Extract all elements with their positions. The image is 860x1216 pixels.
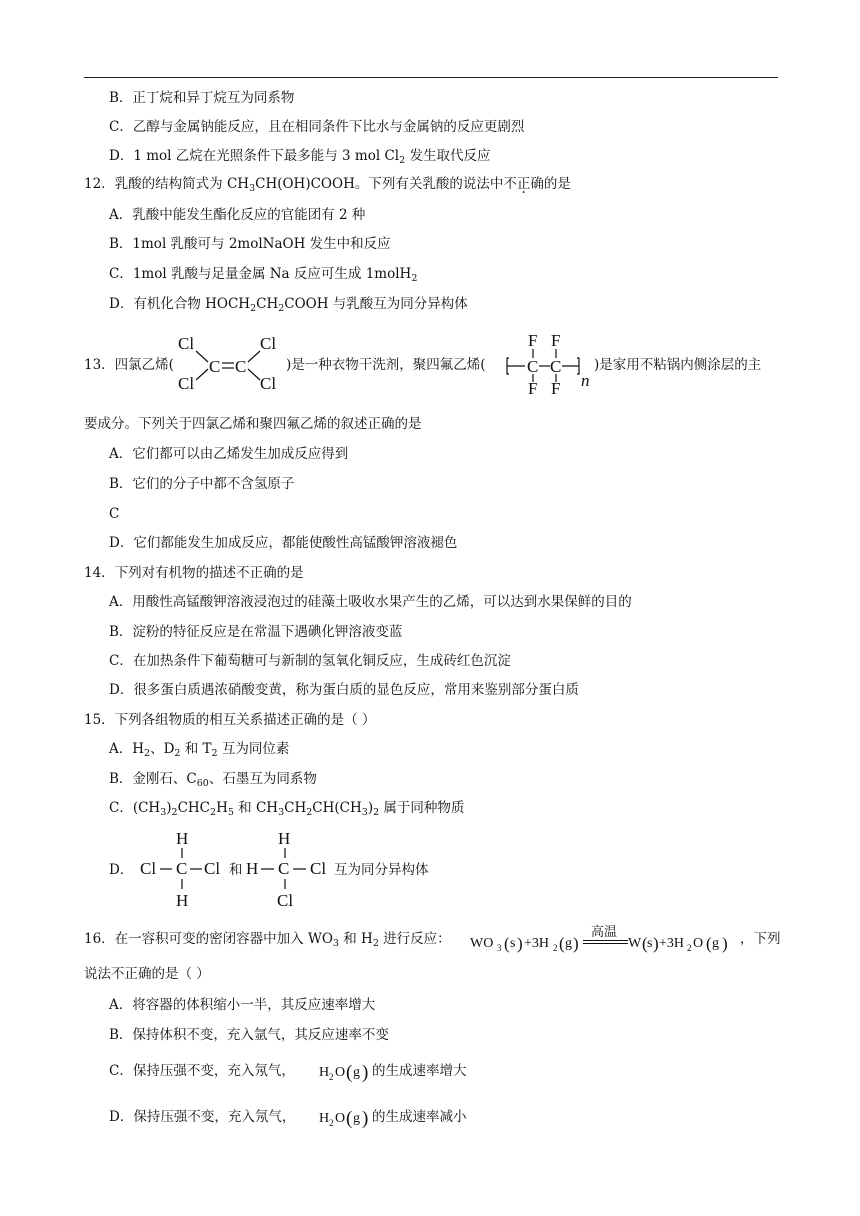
q13-stem-b: )是一种衣物干洗剂，聚四氟乙烯( (286, 357, 486, 373)
reaction-equation (470, 920, 738, 956)
svg-text:2: 2 (329, 1118, 334, 1128)
q14-option-a: A．用酸性高锰酸钾溶液浸泡过的硅藻土吸收水果产生的乙烯，可以达到水果保鲜的目的 (109, 594, 632, 610)
svg-text:): ) (362, 1108, 369, 1129)
q14-option-d: D．很多蛋白质遇浓硝酸变黄，称为蛋白质的显色反应，常用来鉴别部分蛋白质 (109, 682, 579, 698)
svg-text:F: F (528, 331, 538, 350)
svg-text:s: s (510, 936, 516, 951)
svg-text:): ) (573, 934, 579, 953)
svg-text:Cl: Cl (204, 859, 221, 878)
q16-option-c: C．保持压强不变，充入氖气， (109, 1063, 295, 1079)
q13-stem-a: 13．四氯乙烯( (84, 357, 174, 373)
svg-text:Cl: Cl (140, 859, 157, 878)
q11-option-c: C．乙醇与金属钠能反应，且在相同条件下比水与金属钠的反应更剧烈 (109, 119, 525, 135)
q16-option-c-text: 的生成速率增大 (372, 1063, 467, 1079)
svg-text:+3H: +3H (524, 936, 550, 951)
svg-text:F: F (528, 379, 538, 396)
svg-text:2: 2 (329, 1072, 334, 1082)
svg-text:(: ( (559, 934, 565, 953)
dichloromethane-structure-1 (138, 826, 228, 914)
q15-option-c: C．$(CH_3)_2CHC_2H_5$ 和 $CH_3CH_2CH(CH_3)_2$ 属于同种物质 (109, 800, 465, 818)
svg-text:C: C (278, 859, 290, 878)
q16-option-d-text: 的生成速率减小 (372, 1109, 467, 1125)
svg-text:s: s (647, 936, 653, 951)
q12-option-b: B．1mol 乳酸可与 2molNaOH 发生中和反应 (109, 236, 391, 252)
q15-stem: 15．下列各组物质的相互关系描述正确的是（ ） (84, 712, 376, 728)
q16-option-b: B．保持体积不变，充入氩气，其反应速率不变 (109, 1027, 389, 1043)
svg-text:(: ( (346, 1108, 353, 1129)
svg-text:F: F (551, 379, 561, 396)
svg-text:2: 2 (687, 943, 692, 953)
q16-stem-2: 说法不正确的是（ ） (84, 966, 210, 982)
svg-text:C: C (176, 859, 188, 878)
svg-text:): ) (362, 1062, 369, 1083)
q12-option-c: C．1mol 乳酸与足量金属 Na 反应可生成 1molH$_2$ (109, 266, 418, 284)
svg-text:C: C (235, 357, 247, 376)
q12-option-d: D．有机化合物 $HOCH_2CH_2COOH$ 与乳酸互为同分异构体 (109, 296, 468, 314)
svg-text:(: ( (504, 934, 510, 953)
tetrachloroethylene-structure (176, 330, 286, 396)
svg-text:WO: WO (470, 936, 494, 951)
svg-text:g: g (353, 1065, 360, 1080)
q15-option-d-label: D． (109, 862, 134, 878)
svg-text:Cl: Cl (277, 891, 294, 910)
q14-stem: 14．下列对有机物的描述不正确的是 (84, 565, 304, 581)
q11-option-b: B．正丁烷和异丁烷互为同系物 (109, 90, 295, 106)
q11-option-d: D．1 mol 乙烷在光照条件下最多能与 3 mol $Cl_2$ 发生取代反应 (109, 148, 491, 166)
q13-stem-c: )是家用不粘锅内侧涂层的主 (594, 357, 762, 373)
svg-text:O: O (335, 1065, 346, 1080)
svg-text:(: ( (706, 934, 712, 953)
svg-text:g: g (712, 936, 719, 951)
svg-text:Cl: Cl (178, 334, 195, 353)
h2o-g-formula (317, 1055, 377, 1085)
svg-text:): ) (653, 934, 659, 953)
q13-option-b: B．它们的分子中都不含氢原子 (109, 476, 295, 492)
svg-text:): ) (722, 934, 728, 953)
q15-option-d-and: 和 (229, 862, 243, 878)
svg-text:O: O (335, 1111, 346, 1126)
q12-option-a: A．乳酸中能发生酯化反应的官能团有 2 种 (109, 207, 366, 223)
svg-text:W: W (628, 936, 642, 951)
q14-option-b: B．淀粉的特征反应是在常温下遇碘化钾溶液变蓝 (109, 624, 403, 640)
q15-option-a: A．$H_2$、$D_2$ 和 $T_2$ 互为同位素 (109, 741, 290, 759)
q13-option-a: A．它们都可以由乙烯发生加成反应得到 (109, 446, 349, 462)
svg-text:C: C (209, 357, 221, 376)
svg-text:C: C (550, 357, 562, 376)
svg-text:O: O (693, 936, 704, 951)
svg-text:(: ( (346, 1062, 353, 1083)
q12-stem: 12．乳酸的结构简式为 $CH_3CH(OH)COOH$。下列有关乳酸的说法中不正确的是 (84, 176, 571, 194)
q15-option-d-text: 互为同分异构体 (334, 862, 429, 878)
svg-text:H: H (319, 1065, 330, 1080)
svg-text:+3H: +3H (659, 936, 685, 951)
svg-text:高温: 高温 (591, 924, 618, 939)
q13-option-c: C (109, 506, 120, 522)
svg-text:Cl: Cl (260, 374, 277, 393)
q14-option-c: C．在加热条件下葡萄糖可与新制的氢氧化铜反应，生成砖红色沉淀 (109, 653, 511, 669)
q16-option-a: A．将容器的体积缩小一半，其反应速率增大 (109, 997, 376, 1013)
svg-text:3: 3 (497, 943, 502, 953)
dichloromethane-structure-2 (244, 826, 336, 914)
q13-stem-2: 要成分。下列关于四氯乙烯和聚四氟乙烯的叙述正确的是 (84, 416, 422, 432)
emphasis-dots: 不正确 (503, 176, 544, 192)
q16-option-d: D．保持压强不变，充入氖气， (109, 1109, 296, 1125)
q16-stem-b: ，下列 (740, 931, 781, 947)
q16-stem-a: 16．在一容积可变的密闭容器中加入 $WO_3$ 和 $H_2$ 进行反应： (84, 931, 451, 949)
svg-text:2: 2 (553, 943, 558, 953)
svg-text:Cl: Cl (310, 859, 327, 878)
svg-text:(: ( (642, 934, 648, 953)
svg-text:H: H (246, 859, 259, 878)
svg-text:H: H (278, 829, 291, 848)
svg-text:F: F (551, 331, 561, 350)
q15-option-b: B．金刚石、$C_{60}$、石墨互为同系物 (109, 771, 317, 789)
svg-text:H: H (319, 1111, 330, 1126)
svg-text:H: H (176, 891, 189, 910)
svg-text:H: H (176, 829, 189, 848)
svg-text:C: C (527, 357, 539, 376)
q13-option-d: D．它们都能发生加成反应，都能使酸性高锰酸钾溶液褪色 (109, 535, 458, 551)
svg-text:n: n (581, 371, 590, 390)
h2o-g-formula (317, 1101, 377, 1131)
svg-text:Cl: Cl (260, 334, 277, 353)
svg-text:g: g (353, 1111, 360, 1126)
svg-text:g: g (565, 936, 572, 951)
header-rule (84, 77, 778, 78)
svg-text:): ) (517, 934, 523, 953)
svg-text:Cl: Cl (178, 374, 195, 393)
ptfe-structure (503, 330, 595, 396)
